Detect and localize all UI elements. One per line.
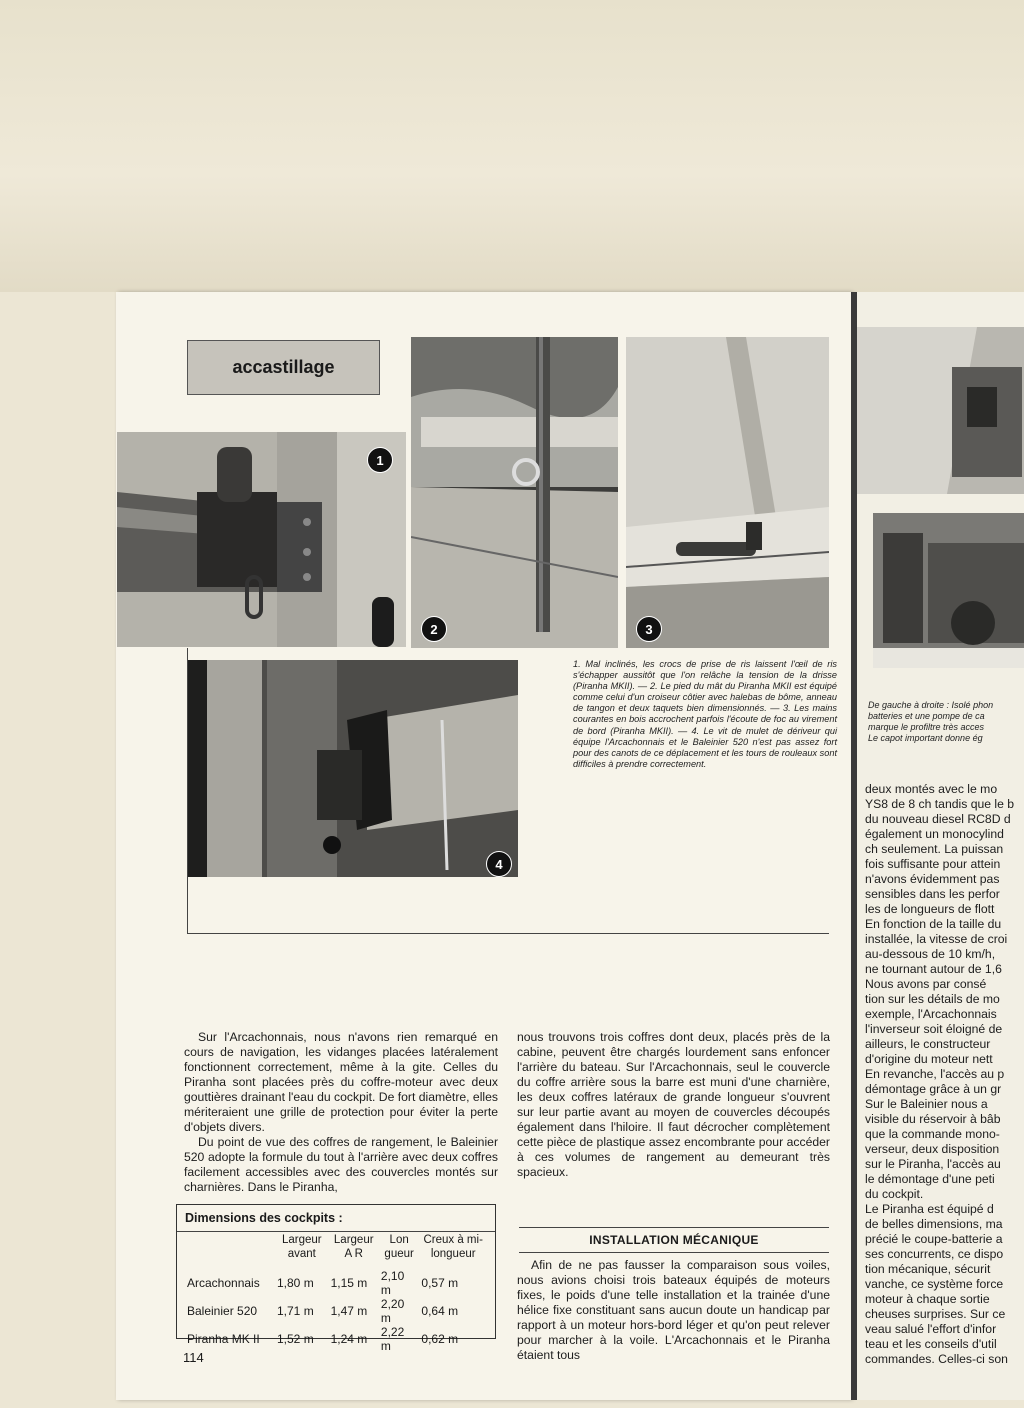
text-line: installée, la vitesse de croi — [865, 932, 1008, 946]
text-line: que la commande mono- — [865, 1127, 1000, 1141]
text-line: veau salué l'effort d'infor — [865, 1322, 997, 1336]
text-line: cheuses surprises. Sur ce — [865, 1307, 1006, 1321]
col-header: Largeur A R — [333, 1234, 374, 1260]
text-line: ch seulement. La puissan — [865, 842, 1004, 856]
text-line: fois suffisante pour attein — [865, 857, 1001, 871]
text-line: du cockpit. — [865, 1187, 924, 1201]
frame-line-left — [187, 648, 188, 933]
text-line: ses concurrents, ce dispo — [865, 1247, 1004, 1261]
text-line: Le Piranha est équipé d — [865, 1202, 994, 1216]
caption-line: batteries et une pompe de ca — [868, 711, 985, 721]
text-line: l'inverseur soit éloigné de — [865, 1022, 1003, 1036]
photo-badge-3: 3 — [636, 616, 662, 642]
cell: 1,71 m — [277, 1304, 314, 1318]
facing-photo-top — [857, 327, 1024, 494]
text-line: visible du réservoir à bâb — [865, 1112, 1001, 1126]
row-name: Piranha MK II — [187, 1332, 260, 1346]
table-title: Dimensions des cockpits : — [185, 1211, 343, 1225]
text-line: exemple, l'Arcachonnais — [865, 1007, 997, 1021]
text-line: teau et les conseils d'util — [865, 1337, 997, 1351]
text-line: sur le Piranha, l'accès au — [865, 1157, 1001, 1171]
col-header: Largeur avant — [281, 1234, 322, 1260]
facing-column — [865, 782, 1024, 1367]
text-line: également un monocylind — [865, 827, 1004, 841]
photo-caption: 1. Mal inclinés, les crocs de prise de ris laissent l'œil de ris s'échapper aussitôt que l'on relâche la tension de la drisse (Piranha MKII). — 2. Le pied du mât du Piranha MKII est équipé comme celui d'un croiseur côtier avec halebas de bôme, anneau de tangon et deux taquets bien dimensionnés. — 3. Les mains courantes en bois accrochent parfois l'écoute de foc au virement de bord (Piranha MKII). — 4. Le vit de mulet de dériveur qui équipe l'Arcachonnais et le Baleinier 520 n'est pas assez fort pour des canots de ce déplacement et les tours de rouleaux sont difficiles à prendre correctement. — [573, 659, 837, 769]
col-header: Creux à mi-longueur — [423, 1234, 483, 1260]
cell: 1,80 m — [277, 1276, 314, 1290]
frame-line-bottom — [187, 933, 829, 934]
paragraph: Du point de vue des coffres de rangement, le Baleinier 520 adopte la formule du tout à l'arrière avec deux coffres facilement accessibles avec des couvercles montés sur charnières. Dans le Piranha, — [184, 1135, 498, 1194]
text-line: les de longueurs de flott — [865, 902, 995, 916]
table-row — [185, 1269, 487, 1297]
cell: 1,52 m — [277, 1332, 314, 1346]
paragraph: nous trouvons trois coffres dont deux, placés près de la cabine, peuvent être chargés lourdement sans enfoncer l'arrière du bateau. Sur l'Arcachonnais, seul le couvercle du coffre arrière sous la barre est muni d'une charnière, les deux coffres latéraux de grande longueur s'ouvrent sur leur partie avant au moyen de couvercles découpés également dans l'hiloire. Il faut décrocher complètement cette pièce de plastique assez encombrante pour accéder à ces volumes de rangement au demeurant très spacieux. — [517, 1030, 830, 1179]
cell: 1,47 m — [330, 1304, 368, 1318]
table-row — [185, 1325, 487, 1353]
text-line: En revanche, l'accès au p — [865, 1067, 1005, 1081]
text-line: vanche, ce système force — [865, 1277, 1004, 1291]
article-column-2 — [517, 1030, 830, 1180]
text-line: ailleurs, le constructeur — [865, 1037, 991, 1051]
photo-3-handrails — [626, 337, 829, 648]
cell: 0,57 m — [421, 1276, 459, 1290]
cell: 0,62 m — [421, 1332, 459, 1346]
text-line: tion sur les détails de mo — [865, 992, 1000, 1006]
section-title: INSTALLATION MÉCANIQUE — [589, 1233, 759, 1247]
photo-4-gooseneck — [187, 660, 518, 877]
cell: 0,64 m — [421, 1304, 459, 1318]
text-line: tion mécanique, sécurit — [865, 1262, 991, 1276]
text-line: moteur à chaque sortie — [865, 1292, 990, 1306]
table-row — [185, 1297, 487, 1325]
section-rule — [519, 1227, 829, 1228]
text-line: démontage grâce à un gr — [865, 1082, 1002, 1096]
text-line: d'origine du moteur nett — [865, 1052, 993, 1066]
caption-line: Le capot important donne ég — [868, 733, 983, 743]
section-rule — [519, 1252, 829, 1253]
text-line: verseur, deux disposition — [865, 1142, 1000, 1156]
text-line: du nouveau diesel RC8D d — [865, 812, 1011, 826]
text-line: En fonction de la taille du — [865, 917, 1002, 931]
facing-caption — [868, 700, 993, 744]
facing-photo-engine — [873, 513, 1024, 668]
col-header: Lon gueur — [384, 1234, 414, 1260]
photo-badge-1: 1 — [367, 447, 393, 473]
cell: 2,20 m — [380, 1297, 405, 1325]
text-line: précié le coupe-batterie a — [865, 1232, 1003, 1246]
cell: 1,15 m — [330, 1276, 368, 1290]
photo-2-mast-foot — [411, 337, 618, 648]
text-line: au-dessous de 10 km/h, — [865, 947, 996, 961]
text-line: de belles dimensions, ma — [865, 1217, 1003, 1231]
text-line: ne tournant autour de 1,6 — [865, 962, 1002, 976]
text-line: commandes. Celles-ci son — [865, 1352, 1008, 1366]
text-line: Sur le Baleinier nous a — [865, 1097, 988, 1111]
text-line: Nous avons par consé — [865, 977, 987, 991]
table-rule — [177, 1231, 495, 1232]
text-line: sensibles dans les perfor — [865, 887, 1000, 901]
cell: 1,24 m — [330, 1332, 368, 1346]
article-column-2b — [517, 1258, 830, 1363]
row-name: Arcachonnais — [187, 1276, 260, 1290]
text-line: YS8 de 8 ch tandis que le b — [865, 797, 1015, 811]
page-number: 114 — [183, 1350, 204, 1365]
row-name: Baleinier 520 — [187, 1304, 258, 1318]
text-line: deux montés avec le mo — [865, 782, 998, 796]
cell: 2,10 m — [380, 1269, 405, 1297]
cell: 2,22 m — [380, 1325, 405, 1353]
cockpit-dimensions-table — [176, 1204, 496, 1353]
table-header — [185, 1233, 487, 1261]
scan-background — [0, 0, 1024, 292]
photo-badge-2: 2 — [421, 616, 447, 642]
text-line: le démontage d'une peti — [865, 1172, 995, 1186]
caption-line: De gauche à droite : Isolé phon — [868, 700, 994, 710]
section-tag: accastillage — [187, 340, 380, 395]
photo-badge-4: 4 — [486, 851, 512, 877]
photo-1-reef-hooks — [117, 432, 406, 647]
article-column-1 — [184, 1030, 498, 1195]
paragraph: Afin de ne pas fausser la comparaison sous voiles, nous avions choisi trois bateaux équipés de moteurs fixes, le poids d'une telle installation et la trainée d'une hélice fixe constituant sans aucun doute un handicap par rapport à un moteur hors-bord léger et qu'on peut relever pour marcher à la voile. L'Arcachonnais et le Piranha étaient tous — [517, 1258, 830, 1362]
text-line: n'avons évidemment pas — [865, 872, 1000, 886]
paragraph: Sur l'Arcachonnais, nous n'avons rien remarqué en cours de navigation, les vidanges placées latéralement fonctionnent correctement, même à la gite. Celles du Piranha sont placées près du coffre-moteur avec deux gouttières drainant l'eau du cockpit. De fort diamètre, elles mériteraient une grille de protection pour éviter la perte d'objets divers. — [184, 1030, 498, 1134]
caption-line: marque le profiltre très acces — [868, 722, 985, 732]
